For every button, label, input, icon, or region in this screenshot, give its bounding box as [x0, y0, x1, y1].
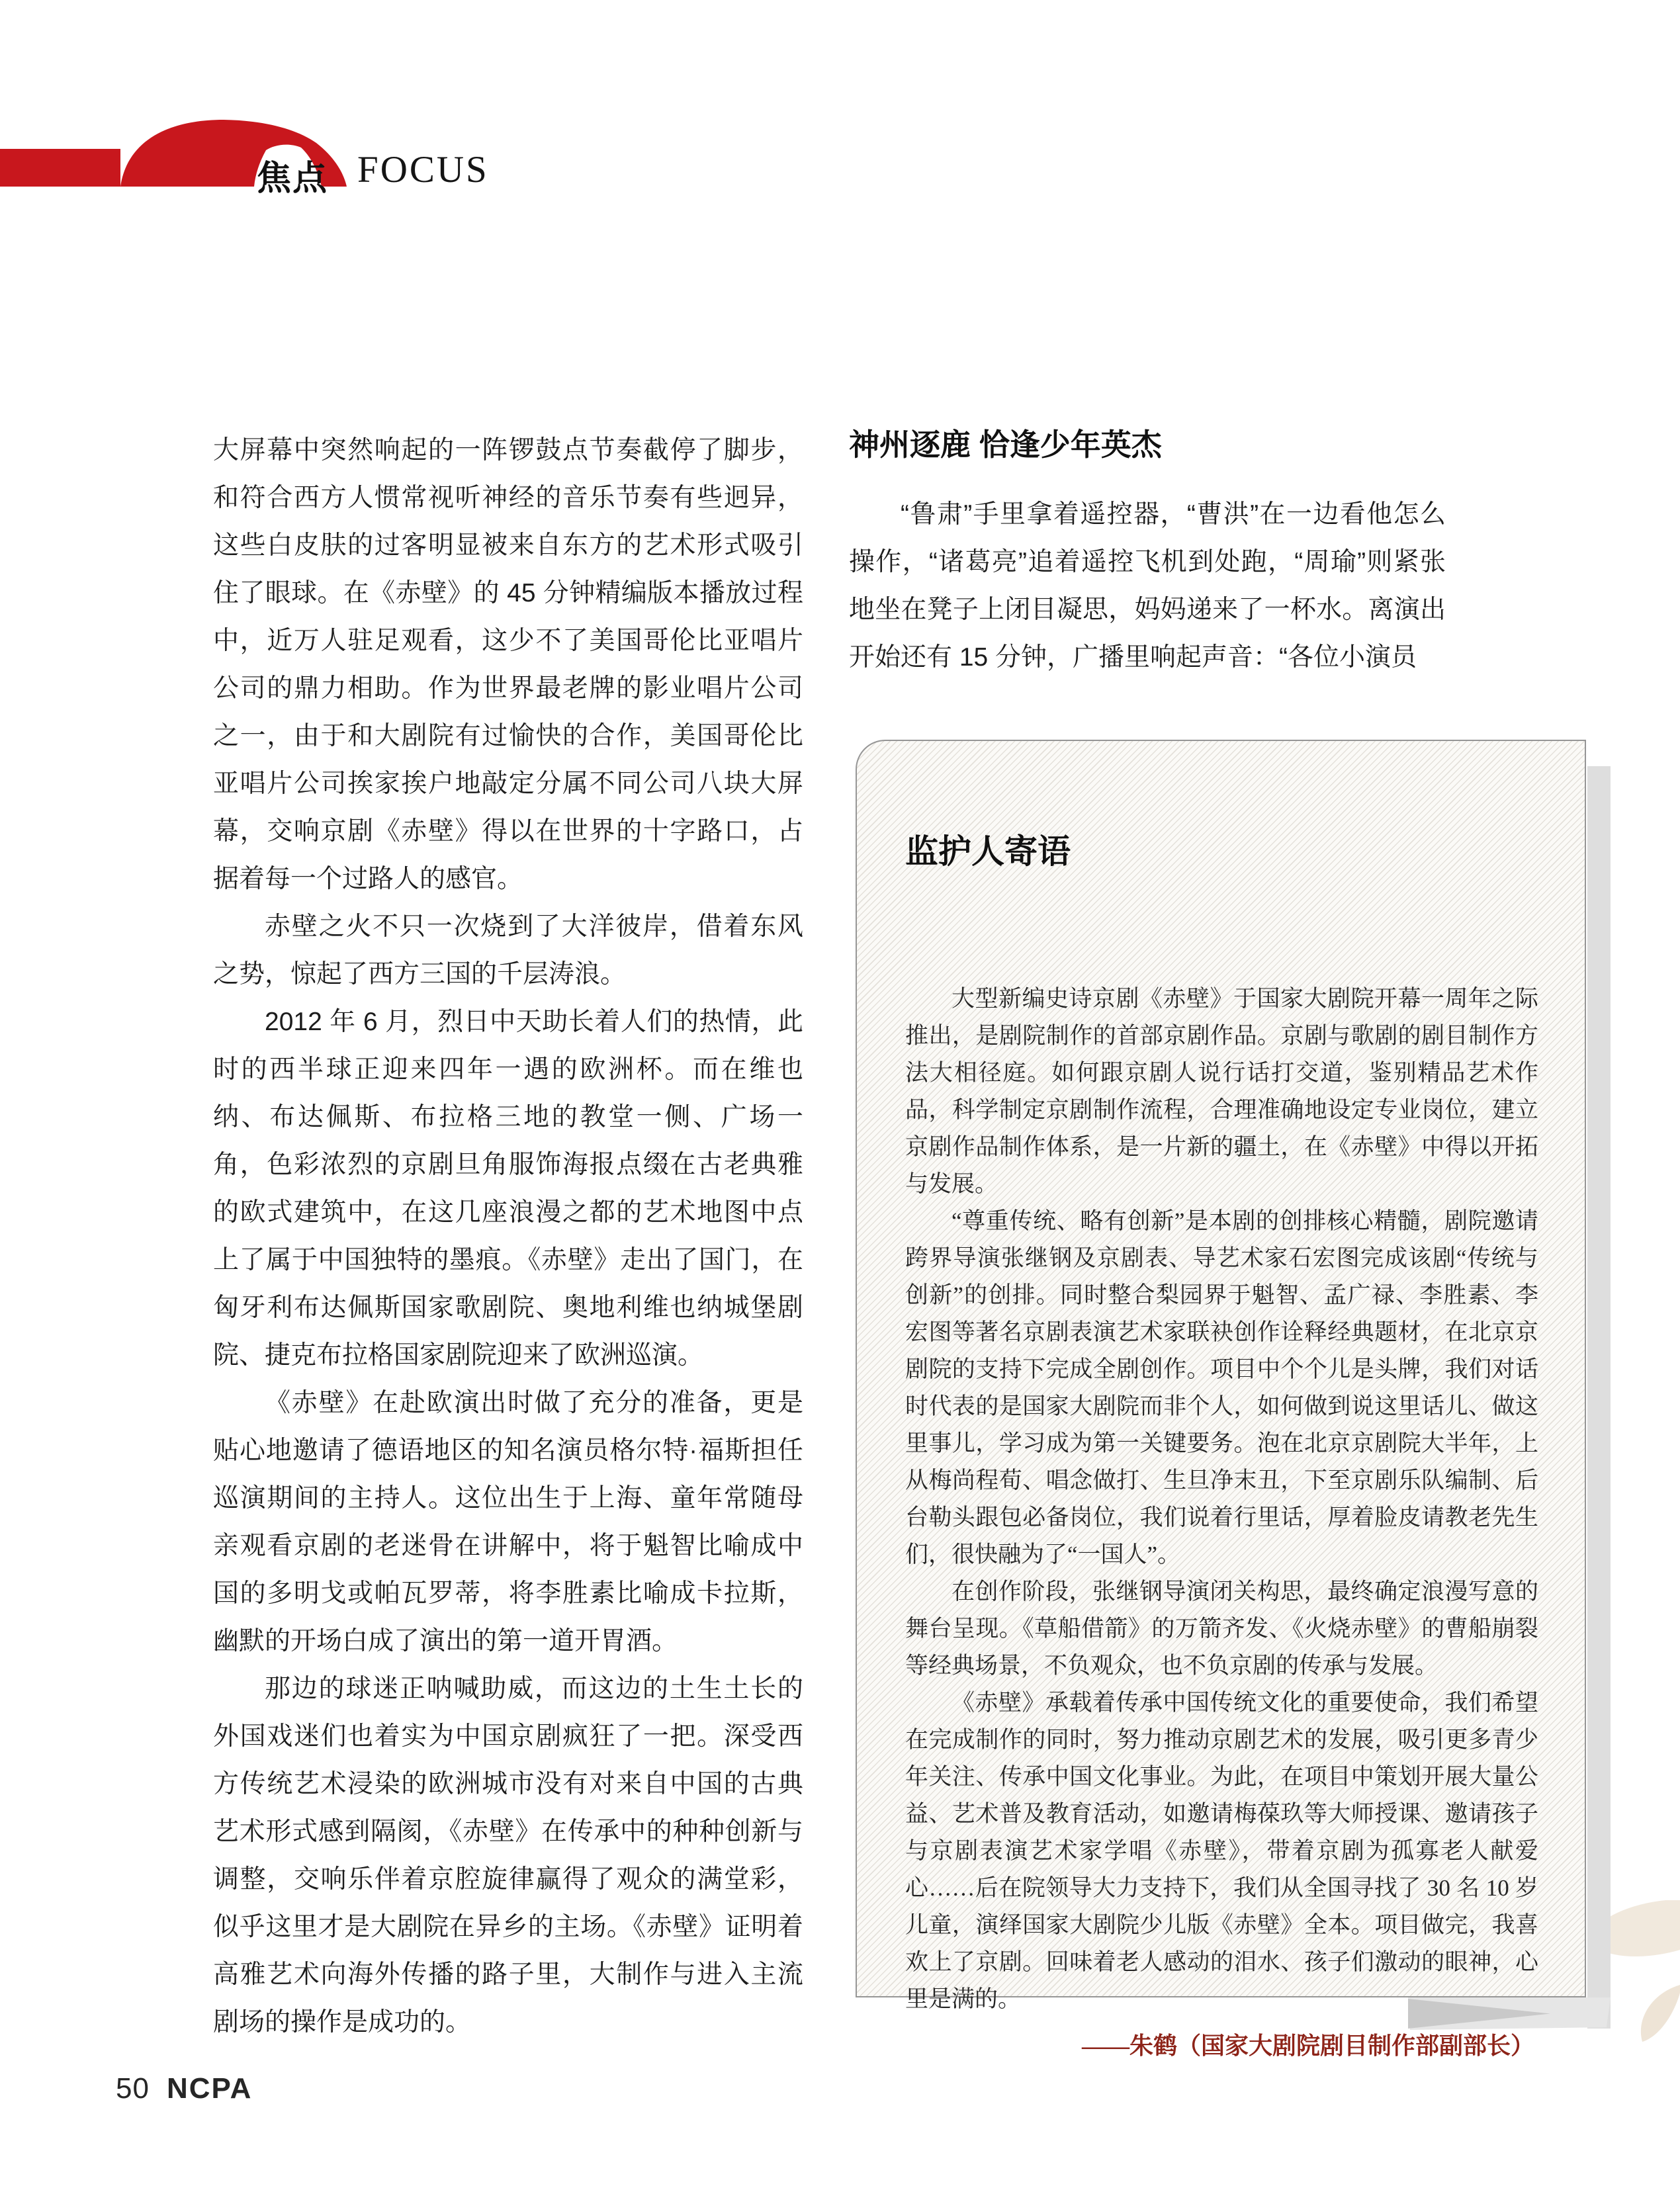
left-column	[213, 427, 803, 2046]
logo-red-bar	[0, 149, 120, 187]
guardian-paragraph-3: 在创作阶段，张继钢导演闭关构思，最终确定浪漫写意的舞台呈现。《草船借箭》的万箭齐发、《火烧赤壁》的曹船崩裂等经典场景，不负观众，也不负京剧的传承与发展。	[905, 1579, 1538, 1679]
page-number: 50	[116, 2072, 150, 2105]
guardian-box-body	[905, 981, 1538, 2064]
section-heading: 神州逐鹿 恰逢少年英杰	[849, 427, 1162, 462]
page-footer	[116, 2072, 252, 2105]
magazine-brand: NCPA	[166, 2072, 253, 2105]
right-paragraph-1: “鲁肃”手里拿着遥控器，“曹洪”在一边看他怎么操作，“诸葛亮”追着遥控飞机到处跑，“周瑜”则紧张地坐在凳子上闭目凝思，妈妈递来了一杯水。离演出开始还有 15 分钟，广播里响起声音：“各位小演员	[849, 500, 1446, 672]
guardian-box-title: 监护人寄语	[905, 833, 1071, 870]
left-paragraph-1: 大屏幕中突然响起的一阵锣鼓点节奏截停了脚步，和符合西方人惯常视听神经的音乐节奏有些迥异，这些白皮肤的过客明显被来自东方的艺术形式吸引住了眼球。在《赤壁》的 45 分钟精编版本播放过程中，近万人驻足观看，这少不了美国哥伦比亚唱片公司的鼎力相助。作为世界最老牌的影业唱片公司之一，由于和大剧院有过愉快的合作，美国哥伦比亚唱片公司挨家挨户地敲定分属不同公司八块大屏幕，交响京剧《赤壁》得以在世界的十字路口，占据着每一个过路人的感官。	[213, 436, 803, 893]
focus-logo-chinese-label: 焦点	[257, 159, 329, 198]
left-paragraph-4: 《赤壁》在赴欧演出时做了充分的准备，更是贴心地邀请了德语地区的知名演员格尔特·福斯担任巡演期间的主持人。这位出生于上海、童年常随母亲观看京剧的老迷骨在讲解中，将于魁智比喻成中国的多明戈或帕瓦罗蒂，将李胜素比喻成卡拉斯，幽默的开场白成了演出的第一道开胃酒。	[213, 1389, 803, 1655]
left-paragraph-2: 赤壁之火不只一次烧到了大洋彼岸，借着东风之势，惊起了西方三国的千层涛浪。	[213, 912, 803, 988]
petal-decoration-icon	[1601, 1900, 1680, 2059]
guardian-signature: ——朱鹤（国家大剧院剧目制作部副部长）	[1081, 2033, 1534, 2059]
left-paragraph-5: 那边的球迷正呐喊助威，而这边的土生土长的外国戏迷们也着实为中国京剧疯狂了一把。深受西方传统艺术浸染的欧洲城市没有对来自中国的古典艺术形式感到隔阂，《赤壁》在传承中的种种创新与调整，交响乐伴着京腔旋律赢得了观众的满堂彩，似乎这里才是大剧院在异乡的主场。《赤壁》证明着高雅艺术向海外传播的路子里，大制作与进入主流剧场的操作是成功的。	[213, 1675, 803, 2036]
focus-logo-english-label: FOCUS	[357, 149, 489, 191]
guardian-paragraph-2: “尊重传统、略有创新”是本剧的创排核心精髓，剧院邀请跨界导演张继钢及京剧表、导艺术家石宏图完成该剧“传统与创新”的创排。同时整合梨园界于魁智、孟广禄、李胜素、李宏图等著名京剧表演艺术家联袂创作诠释经典题材，在北京京剧院的支持下完成全剧创作。项目中个个儿是头牌，我们对话时代表的是国家大剧院而非个人，如何做到说这里话儿、做这里事儿，学习成为第一关键要务。泡在北京京剧院大半年，上从梅尚程荀、唱念做打、生旦净末丑，下至京剧乐队编制、后台勒头跟包必备岗位，我们说着行里话，厚着脸皮请教老先生们，很快融为了“一国人”。	[905, 1208, 1538, 1567]
left-paragraph-3: 2012 年 6 月，烈日中天助长着人们的热情，此时的西半球正迎来四年一遇的欧洲杯。而在维也纳、布达佩斯、布拉格三地的教堂一侧、广场一角，色彩浓烈的京剧旦角服饰海报点缀在古老典雅的欧式建筑中，在这几座浪漫之都的艺术地图中点上了属于中国独特的墨痕。《赤壁》走出了国门，在匈牙利布达佩斯国家歌剧院、奥地利维也纳城堡剧院、捷克布拉格国家剧院迎来了欧洲巡演。	[213, 1008, 803, 1370]
guardian-paragraph-1: 大型新编史诗京剧《赤壁》于国家大剧院开幕一周年之际推出，是剧院制作的首部京剧作品。京剧与歌剧的剧目制作方法大相径庭。如何跟京剧人说行话打交道，鉴别精品艺术作品，科学制定京剧制作流程，合理准确地设定专业岗位，建立京剧作品制作体系，是一片新的疆土，在《赤壁》中得以开拓与发展。	[905, 986, 1538, 1197]
guardian-paragraph-4: 《赤壁》承载着传承中国传统文化的重要使命，我们希望在完成制作的同时，努力推动京剧艺术的发展，吸引更多青少年关注、传承中国文化事业。为此，在项目中策划开展大量公益、艺术普及教育活动，如邀请梅葆玖等大师授课、邀请孩子与京剧表演艺术家学唱《赤壁》，带着京剧为孤寡老人献爱心……后在院领导大力支持下，我们从全国寻找了 30 名 10 岁儿童，演绎国家大剧院少儿版《赤壁》全本。项目做完，我喜欢上了京剧。回味着老人感动的泪水、孩子们激动的眼神，心里是满的。	[905, 1690, 1538, 2012]
box-right-shadow	[1587, 766, 1611, 2029]
right-column	[849, 491, 1446, 681]
guardian-message-box	[856, 740, 1586, 2059]
